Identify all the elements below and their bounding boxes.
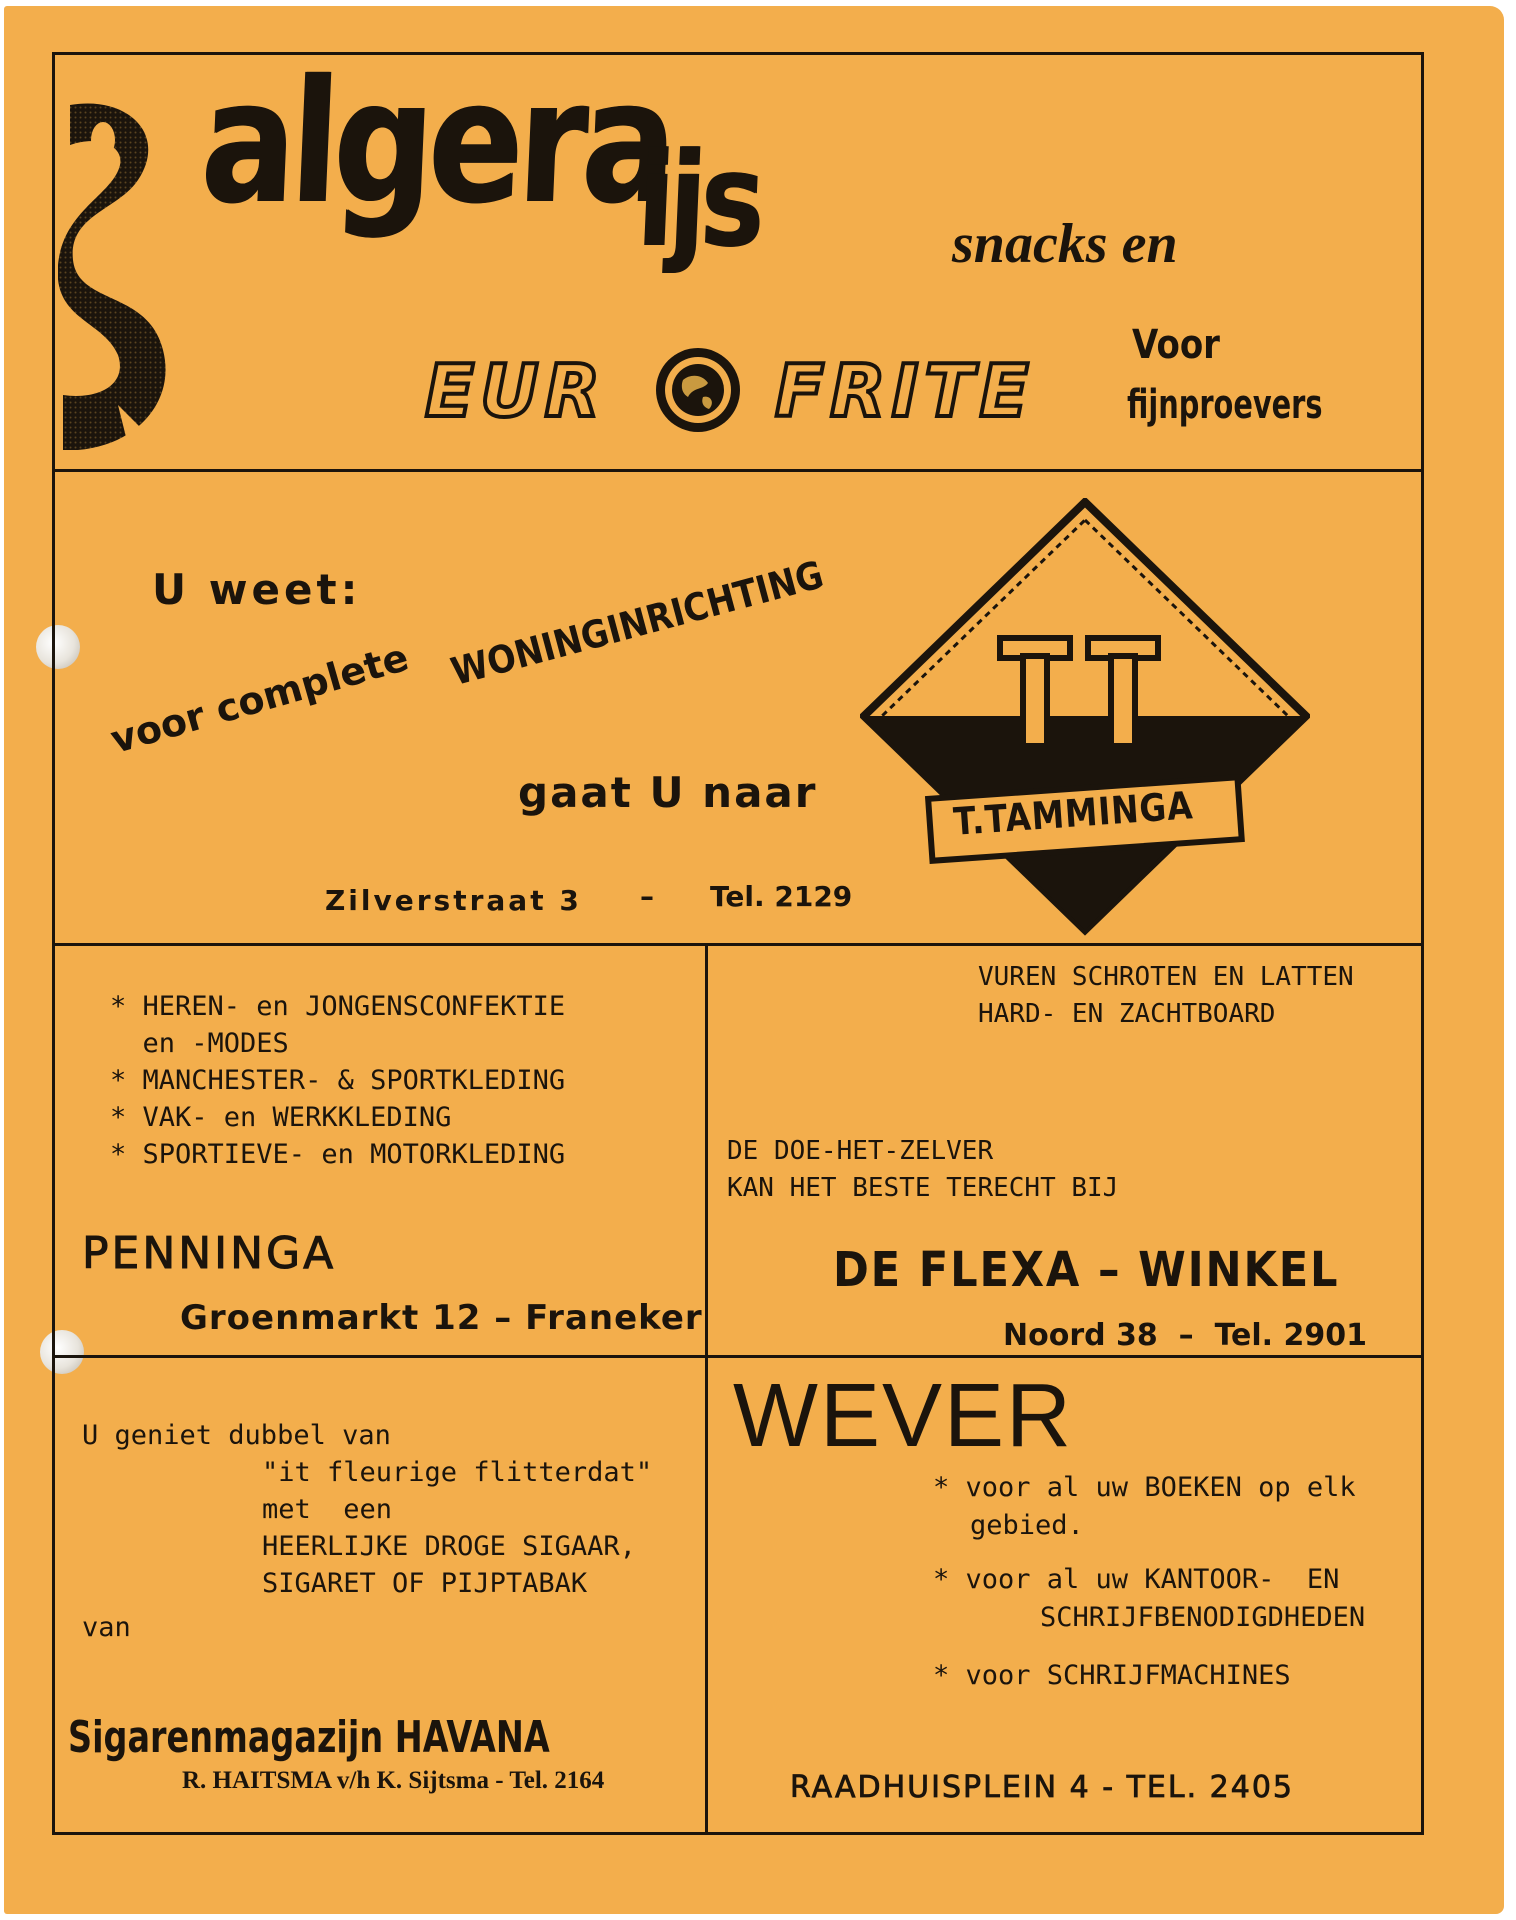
globe-icon <box>653 345 743 435</box>
penninga-item-3: * MANCHESTER- & SPORTKLEDING <box>110 1065 566 1096</box>
penninga-name: PENNINGA <box>82 1228 337 1279</box>
algera-tagline-1: Voor <box>1132 322 1220 368</box>
tamminga-line1: U weet: <box>152 565 362 614</box>
flexa-line4: KAN HET BESTE TERECHT BIJ <box>727 1173 1119 1203</box>
penninga-item-4: * VAK- en WERKKLEDING <box>110 1102 452 1133</box>
algera-brand: algera <box>197 44 676 242</box>
tamminga-logo <box>860 498 1310 938</box>
algera-snacks: snacks en <box>952 213 1178 275</box>
havana-line1: U geniet dubbel van <box>82 1420 391 1451</box>
flexa-line3: DE DOE-HET-ZELVER <box>727 1136 994 1166</box>
tamminga-line2b: WONINGINRICHTING <box>446 552 828 694</box>
havana-name: Sigarenmagazijn HAVANA <box>68 1712 550 1763</box>
algera-swan-logo <box>58 95 178 455</box>
wever-name: WEVER <box>733 1366 1074 1466</box>
penninga-address: Groenmarkt 12 – Franeker <box>180 1298 703 1338</box>
tamminga-line2a: voor complete <box>105 635 414 762</box>
algera-ijs: ijs <box>633 124 763 276</box>
havana-line3: met een <box>262 1494 393 1525</box>
divider-middle <box>52 1355 1422 1358</box>
tamminga-tel: Tel. 2129 <box>710 880 853 913</box>
wever-address: RAADHUISPLEIN 4 - TEL. 2405 <box>790 1770 1294 1805</box>
tamminga-dash: – <box>640 880 654 913</box>
divider-vertical <box>705 943 708 1832</box>
penninga-item-1: * HEREN- en JONGENSCONFEKTIE <box>110 991 566 1022</box>
divider-algera <box>52 469 1422 472</box>
havana-line2: "it fleurige flitterdat" <box>262 1457 653 1488</box>
flexa-name: DE FLEXA – WINKEL <box>833 1242 1340 1298</box>
wever-item2b: SCHRIJFBENODIGDHEDEN <box>1040 1602 1366 1633</box>
penninga-item-5: * SPORTIEVE- en MOTORKLEDING <box>110 1139 566 1170</box>
havana-line4: HEERLIJKE DROGE SIGAAR, <box>262 1531 636 1562</box>
tamminga-address: Zilverstraat 3 <box>325 884 582 917</box>
flexa-address: Noord 38 – Tel. 2901 <box>1003 1318 1368 1353</box>
eurofrite-right: FRITE <box>775 349 1035 433</box>
havana-line5: SIGARET OF PIJPTABAK <box>262 1568 588 1599</box>
wever-item2a: * voor al uw KANTOOR- EN <box>933 1564 1340 1595</box>
flexa-line1: VUREN SCHROTEN EN LATTEN <box>978 962 1354 992</box>
divider-tamminga <box>52 943 1422 946</box>
flexa-line2: HARD- EN ZACHTBOARD <box>978 999 1276 1029</box>
eurofrite-left: EUR <box>425 349 607 433</box>
algera-tagline-2: fijnproevers <box>1127 382 1323 428</box>
wever-item1a: * voor al uw BOEKEN op elk <box>933 1472 1356 1503</box>
penninga-item-2: en -MODES <box>110 1028 289 1059</box>
tamminga-logo-name: T.TAMMINGA <box>952 783 1195 844</box>
tamminga-line3: gaat U naar <box>518 768 818 817</box>
wever-item3: * voor SCHRIJFMACHINES <box>933 1660 1291 1691</box>
havana-owner: R. HAITSMA v/h K. Sijtsma - Tel. 2164 <box>182 1767 605 1794</box>
wever-item1b: gebied. <box>970 1510 1084 1541</box>
havana-line6: van <box>82 1612 131 1643</box>
